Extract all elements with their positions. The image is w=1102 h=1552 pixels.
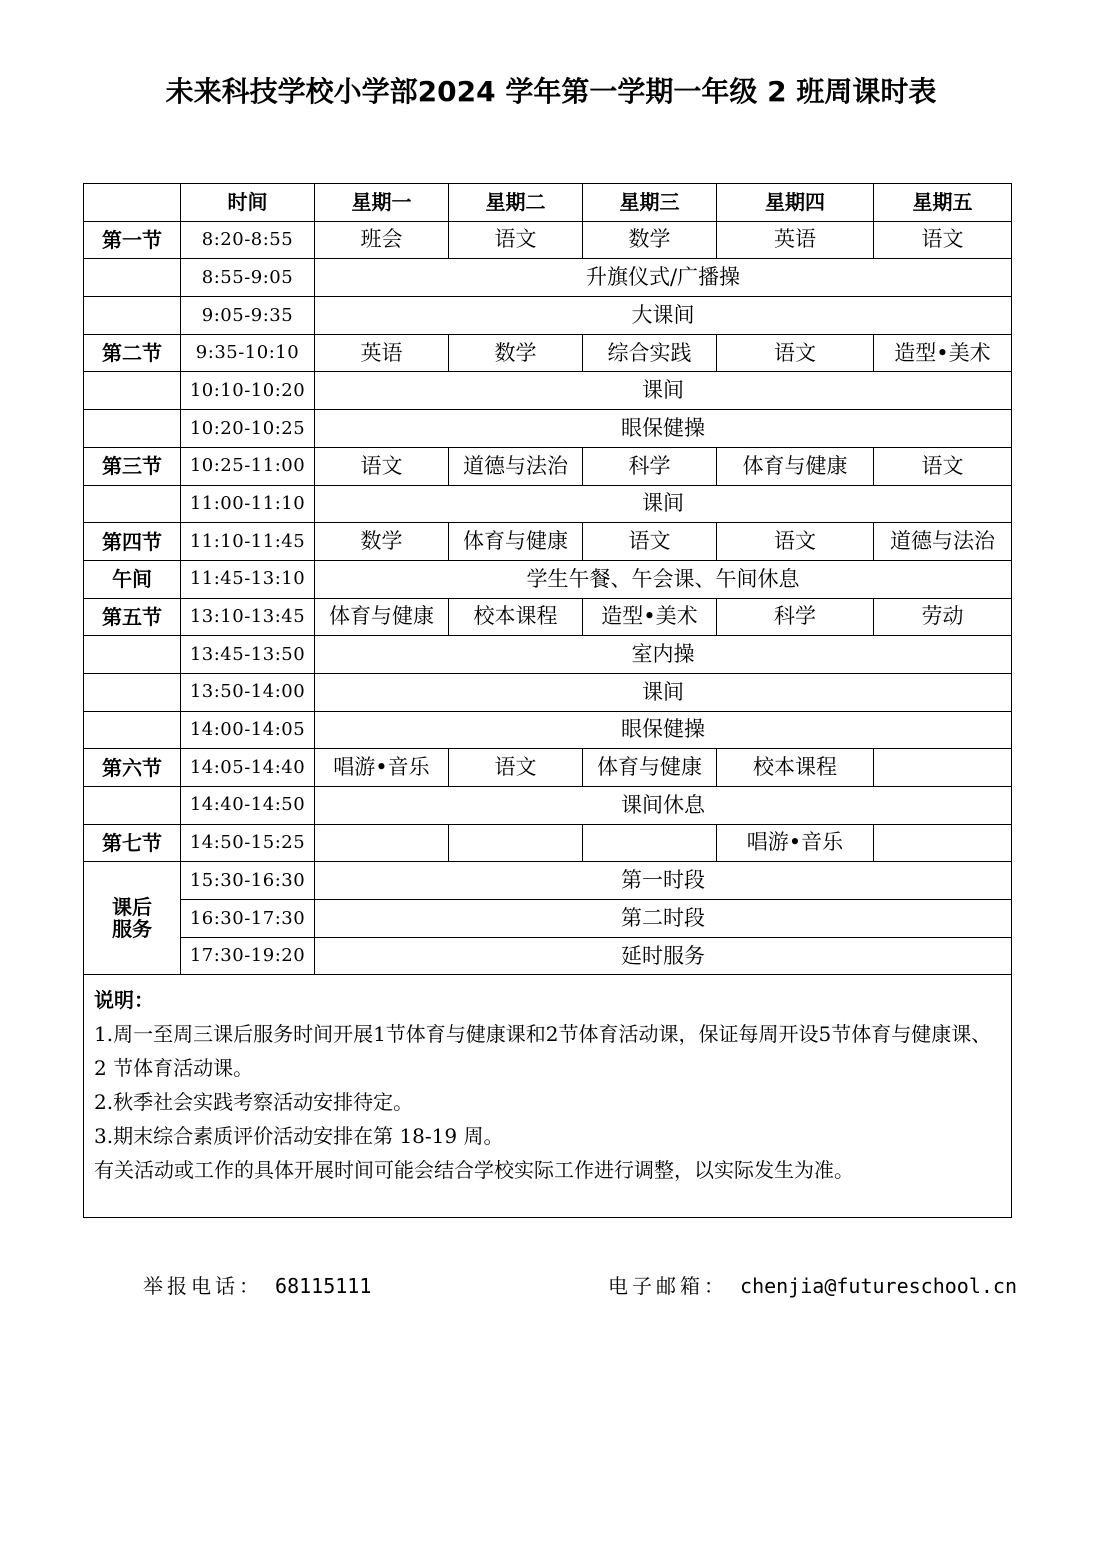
schedule-row xyxy=(84,673,1012,711)
activity-span-cell: 第一时段 xyxy=(315,862,1012,900)
schedule-row xyxy=(84,372,1012,410)
period-cell xyxy=(84,297,181,335)
subject-cell xyxy=(874,824,1012,862)
activity-span-cell: 升旗仪式/广播操 xyxy=(315,259,1012,297)
schedule-row xyxy=(84,410,1012,448)
activity-span-cell: 学生午餐、午会课、午间休息 xyxy=(315,560,1012,598)
after-school-label xyxy=(84,862,181,975)
period-cell xyxy=(84,372,181,410)
period-cell xyxy=(84,410,181,448)
time-cell: 13:50-14:00 xyxy=(181,673,315,711)
time-cell: 15:30-16:30 xyxy=(181,862,315,900)
schedule-row xyxy=(84,824,1012,862)
schedule-row xyxy=(84,749,1012,787)
subject-cell: 唱游•音乐 xyxy=(315,749,449,787)
schedule-row xyxy=(84,334,1012,372)
subject-cell: 造型•美术 xyxy=(874,334,1012,372)
time-cell: 14:50-15:25 xyxy=(181,824,315,862)
time-cell: 14:05-14:40 xyxy=(181,749,315,787)
subject-cell: 语文 xyxy=(449,221,583,259)
subject-cell: 数学 xyxy=(449,334,583,372)
activity-span-cell: 室内操 xyxy=(315,636,1012,674)
after-school-label-line: 课后 xyxy=(112,895,152,920)
activity-span-cell: 课间 xyxy=(315,673,1012,711)
subject-cell: 唱游•音乐 xyxy=(717,824,874,862)
time-cell: 9:05-9:35 xyxy=(181,297,315,335)
after-school-label-line: 服务 xyxy=(112,917,152,942)
schedule-row xyxy=(84,221,1012,259)
subject-cell: 体育与健康 xyxy=(717,447,874,485)
activity-span-cell: 第二时段 xyxy=(315,900,1012,938)
subject-cell: 语文 xyxy=(315,447,449,485)
schedule-table xyxy=(83,183,1012,1218)
notes-line: 2.秋季社会实践考察活动安排待定。 xyxy=(94,1090,414,1115)
footer-email xyxy=(608,1270,1017,1299)
period-cell: 第七节 xyxy=(84,824,181,862)
email-label: 电子邮箱： xyxy=(608,1274,728,1298)
notes-line: 1.周一至周三课后服务时间开展1节体育与健康课和2节体育活动课，保证每周开设5节体育与健康课、2 节体育活动课。 xyxy=(94,1022,992,1081)
footer-phone xyxy=(143,1270,371,1299)
schedule-row xyxy=(84,560,1012,598)
subject-cell xyxy=(583,824,717,862)
schedule-row xyxy=(84,259,1012,297)
subject-cell: 体育与健康 xyxy=(315,598,449,636)
subject-cell: 英语 xyxy=(315,334,449,372)
time-cell: 13:45-13:50 xyxy=(181,636,315,674)
subject-cell: 校本课程 xyxy=(717,749,874,787)
subject-cell: 数学 xyxy=(315,523,449,561)
period-cell: 第六节 xyxy=(84,749,181,787)
subject-cell xyxy=(874,749,1012,787)
subject-cell: 体育与健康 xyxy=(449,523,583,561)
activity-span-cell: 课间休息 xyxy=(315,787,1012,825)
time-cell: 10:20-10:25 xyxy=(181,410,315,448)
subject-cell xyxy=(449,824,583,862)
header-thursday: 星期四 xyxy=(717,184,874,222)
schedule-row xyxy=(84,447,1012,485)
header-cell-blank xyxy=(84,184,181,222)
subject-cell: 道德与法治 xyxy=(874,523,1012,561)
period-cell: 第二节 xyxy=(84,334,181,372)
subject-cell: 道德与法治 xyxy=(449,447,583,485)
activity-span-cell: 大课间 xyxy=(315,297,1012,335)
subject-cell: 语文 xyxy=(583,523,717,561)
time-cell: 9:35-10:10 xyxy=(181,334,315,372)
schedule-row xyxy=(84,711,1012,749)
phone-label: 举报电话： xyxy=(143,1274,263,1298)
notes-line: 3.期末综合素质评价活动安排在第 18-19 周。 xyxy=(94,1124,504,1149)
period-cell xyxy=(84,485,181,523)
phone-number: 68115111 xyxy=(275,1274,372,1298)
activity-span-cell: 课间 xyxy=(315,485,1012,523)
period-cell xyxy=(84,711,181,749)
subject-cell: 科学 xyxy=(583,447,717,485)
page-title: 未来科技学校小学部2024 学年第一学期一年级 2 班周课时表 xyxy=(165,75,937,108)
time-cell: 13:10-13:45 xyxy=(181,598,315,636)
notes-line: 有关活动或工作的具体开展时间可能会结合学校实际工作进行调整，以实际发生为准。 xyxy=(94,1158,854,1183)
period-cell: 第四节 xyxy=(84,523,181,561)
after-school-row xyxy=(84,937,1012,975)
time-cell: 11:00-11:10 xyxy=(181,485,315,523)
subject-cell: 语文 xyxy=(874,447,1012,485)
schedule-row xyxy=(84,523,1012,561)
subject-cell: 科学 xyxy=(717,598,874,636)
period-cell xyxy=(84,673,181,711)
time-cell: 11:10-11:45 xyxy=(181,523,315,561)
subject-cell: 班会 xyxy=(315,221,449,259)
header-tuesday: 星期二 xyxy=(449,184,583,222)
period-cell xyxy=(84,259,181,297)
subject-cell: 综合实践 xyxy=(583,334,717,372)
subject-cell: 数学 xyxy=(583,221,717,259)
schedule-row xyxy=(84,636,1012,674)
header-time: 时间 xyxy=(181,184,315,222)
subject-cell: 语文 xyxy=(449,749,583,787)
schedule-row xyxy=(84,787,1012,825)
subject-cell: 语文 xyxy=(717,334,874,372)
schedule-row xyxy=(84,485,1012,523)
notes-row xyxy=(84,975,1012,1218)
time-cell: 14:40-14:50 xyxy=(181,787,315,825)
schedule-row xyxy=(84,297,1012,335)
period-cell: 第一节 xyxy=(84,221,181,259)
time-cell: 17:30-19:20 xyxy=(181,937,315,975)
period-cell xyxy=(84,636,181,674)
email-address: chenjia@futureschool.cn xyxy=(740,1274,1017,1298)
header-wednesday: 星期三 xyxy=(583,184,717,222)
time-cell: 8:20-8:55 xyxy=(181,221,315,259)
header-friday: 星期五 xyxy=(874,184,1012,222)
period-cell xyxy=(84,787,181,825)
time-cell: 16:30-17:30 xyxy=(181,900,315,938)
activity-span-cell: 眼保健操 xyxy=(315,711,1012,749)
notes-title: 说明： xyxy=(94,988,154,1013)
subject-cell: 语文 xyxy=(874,221,1012,259)
time-cell: 11:45-13:10 xyxy=(181,560,315,598)
activity-span-cell: 课间 xyxy=(315,372,1012,410)
subject-cell: 英语 xyxy=(717,221,874,259)
header-row xyxy=(84,184,1012,222)
schedule-row xyxy=(84,598,1012,636)
period-cell: 第三节 xyxy=(84,447,181,485)
after-school-row xyxy=(84,862,1012,900)
subject-cell: 语文 xyxy=(717,523,874,561)
after-school-row xyxy=(84,900,1012,938)
subject-cell: 校本课程 xyxy=(449,598,583,636)
subject-cell xyxy=(315,824,449,862)
time-cell: 8:55-9:05 xyxy=(181,259,315,297)
period-cell: 午间 xyxy=(84,560,181,598)
subject-cell: 体育与健康 xyxy=(583,749,717,787)
activity-span-cell: 眼保健操 xyxy=(315,410,1012,448)
period-cell: 第五节 xyxy=(84,598,181,636)
time-cell: 10:10-10:20 xyxy=(181,372,315,410)
time-cell: 14:00-14:05 xyxy=(181,711,315,749)
activity-span-cell: 延时服务 xyxy=(315,937,1012,975)
header-monday: 星期一 xyxy=(315,184,449,222)
subject-cell: 劳动 xyxy=(874,598,1012,636)
notes-block xyxy=(84,975,1012,1218)
time-cell: 10:25-11:00 xyxy=(181,447,315,485)
subject-cell: 造型•美术 xyxy=(583,598,717,636)
